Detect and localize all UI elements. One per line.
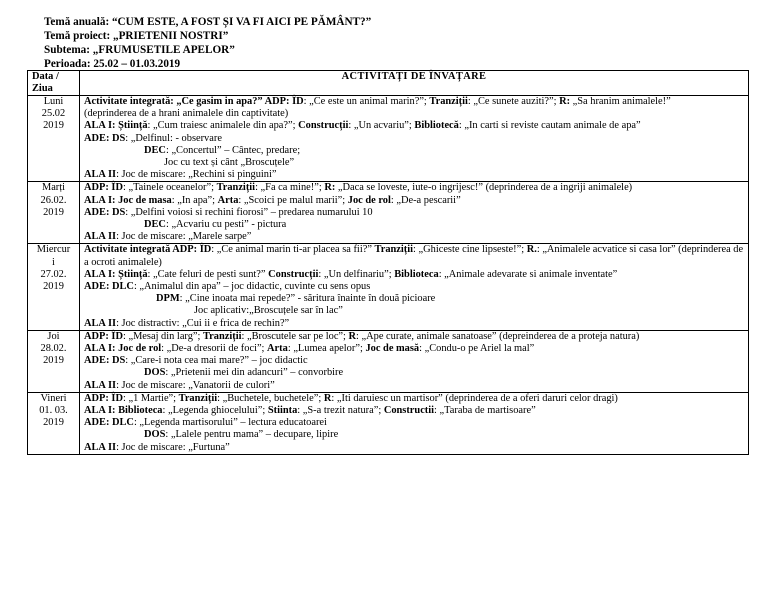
day-cell: Joi 28.02. 2019: [28, 330, 80, 392]
table-header-row: [28, 71, 749, 96]
activity-line: ALA II: Joc de miscare: „Vanatorii de culori”: [84, 379, 275, 391]
activity-line: ADE: DLC: „Animalul din apa” – joc didactic, cuvinte cu sens opus: [84, 281, 371, 293]
activity-line: Activitate integrată ADP: ÎD: „Ce animal marin ti-ar placea sa fii?” Tranziții: „Ghiceste cine lipseste!”; R.: „Animalele acvatice si casa lor” (deprinderea de a ocroti animalele): [84, 244, 744, 268]
activity-line: ALA I: Știință: „Cum traiesc animalele din apa?”; Construcții: „Un acvariu”; Bibliotecă: „In carti si reviste cautam animale de apa”: [84, 120, 641, 132]
day-cell: Miercur i 27.02. 2019: [28, 244, 80, 330]
activity-line: ADE: DS: „Care-i nota cea mai mare?” – joc didactic: [84, 355, 308, 367]
activities-cell: [80, 244, 749, 330]
activity-line: ALA II: Joc de miscare: „Marele sarpe”: [84, 231, 252, 243]
activity-line: ADP: ÎD: „1 Martie”; Tranziții: „Buchetele, buchetele”; R: „Iti daruiesc un martisor” (deprinderea de a oferi daruri celor dragi): [84, 392, 618, 404]
col-header-day: Data / Ziua: [28, 71, 80, 96]
activity-line: DEC: „Acvariu cu pesti” - pictura: [144, 219, 287, 231]
activity-line: ALA I: Joc de masa: „In apa”; Arta: „Scoici pe malul marii”; Joc de rol: „De-a pescarii”: [84, 194, 461, 206]
day-cell: Luni 25.02 2019: [28, 96, 80, 182]
table-row: [28, 96, 749, 182]
table-row: [28, 244, 749, 330]
activity-line: Activitate integrată: „Ce gasim in apa?” ADP: ÎD: „Ce este un animal marin?”; Tranziții: „Ce sunete auziti?”; R: „Sa hranim animalele!”: [84, 96, 671, 107]
activity-line: ADE: DLC: „Legenda martisorului” – lectura educatoarei: [84, 417, 327, 429]
activity-line: ALA II: Joc de miscare: „Furtuna”: [84, 441, 230, 453]
activity-line: ADP: ÎD: „Tainele oceanelor”; Tranziții: „Fa ca mine!”; R: „Daca se loveste, iute-o ingrijesc!” (deprinderea de a ingriji animalele): [84, 182, 633, 194]
activity-line: ADP: ÎD: „Mesaj din larg”; Tranziții: „Broscutele sar pe loc”; R: „Ape curate, animale sanatoase” (depreinderea de a proteja natura): [84, 330, 640, 342]
activity-line: ALA II: Joc de miscare: „Rechini si pinguini”: [84, 169, 277, 181]
activity-line: DOS: „Lalele pentru mama” – decupare, lipire: [144, 429, 339, 441]
activity-line: Joc aplicativ:„Broscuțele sar în lac”: [194, 305, 343, 317]
activity-line: DPM: „Cine inoata mai repede?” - săritura înainte în două picioare: [156, 293, 436, 305]
activity-line: ALA II: Joc distractiv: „Cui ii e frica de rechin?”: [84, 317, 290, 329]
annual-theme: Temă anuală: “CUM ESTE, A FOST ȘI VA FI AICI PE PĂMÂNT?”: [44, 16, 372, 28]
subtheme: Subtema: „FRUMUSETILE APELOR”: [44, 44, 235, 56]
table-row: [28, 330, 749, 392]
activity-line: Joc cu text și cânt „Broscuțele”: [164, 157, 295, 169]
table-row: [28, 182, 749, 244]
schedule-table: [27, 70, 749, 455]
activity-line: DEC: „Concertul” – Cântec, predare;: [144, 144, 301, 156]
day-cell: Vineri 01. 03. 2019: [28, 392, 80, 454]
activity-line: ALA I: Știință: „Cate feluri de pesti sunt?” Construcții: „Un delfinariu”; Biblioteca: „Animale adevarate si animale inventate”: [84, 268, 618, 280]
activity-line: ALA I: Biblioteca: „Legenda ghiocelului”; Stiinta: „S-a trezit natura”; Constructii: „Taraba de martisoare”: [84, 405, 536, 417]
activities-cell: [80, 96, 749, 182]
table-row: [28, 392, 749, 454]
activities-cell: [80, 392, 749, 454]
activity-line: DOS: „Prietenii mei din adancuri” – convorbire: [144, 367, 344, 379]
activity-line: ADE: DS: „Delfinul: - observare: [84, 132, 222, 144]
project-theme: Temă proiect: „PRIETENII NOSTRI”: [44, 30, 229, 42]
activities-cell: [80, 182, 749, 244]
document-header: [44, 15, 371, 71]
period: Perioada: 25.02 – 01.03.2019: [44, 58, 181, 70]
col-header-activities: ACTIVITAȚI DE ÎNVAȚARE: [80, 71, 749, 96]
activity-line: (deprinderea de a hrani animalele din captivitate): [84, 108, 289, 120]
activity-line: ADE: DS: „Delfini voiosi si rechini fiorosi” – predarea numarului 10: [84, 206, 373, 218]
day-cell: Marți 26.02. 2019: [28, 182, 80, 244]
activity-line: ALA I: Joc de rol: „De-a dresorii de foci”; Arta: „Lumea apelor”; Joc de masă: „Condu-o pe Ariel la mal”: [84, 343, 535, 355]
activities-cell: [80, 330, 749, 392]
